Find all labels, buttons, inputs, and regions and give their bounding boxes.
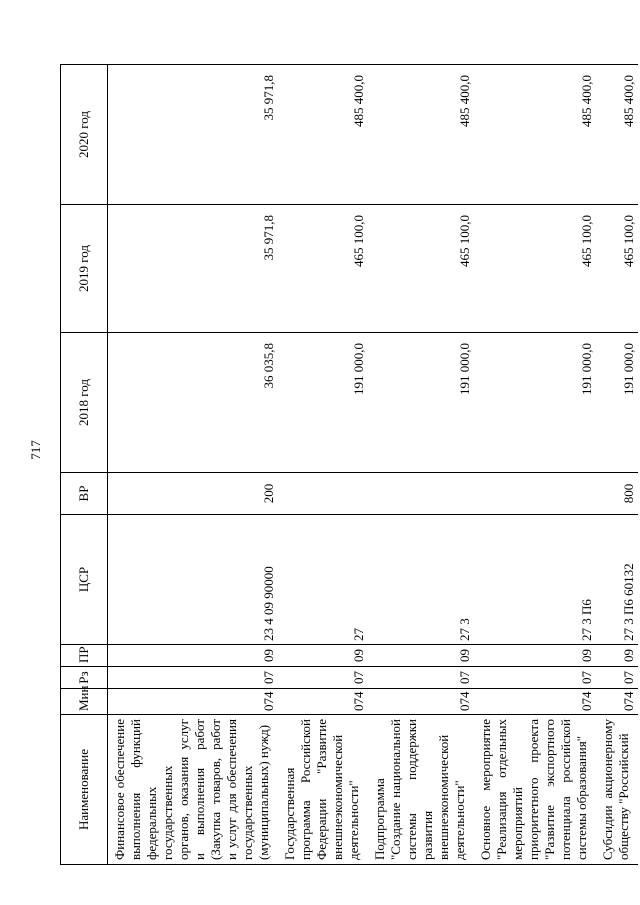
row-pr: 09 xyxy=(474,645,596,667)
row-vr xyxy=(474,473,596,515)
row-rz: 07 xyxy=(596,667,638,689)
row-name: Основное мероприятие "Реализация отдельных мероприятий приоритетного проекта "Развитие экспортного потенциала российской системы образования" xyxy=(474,715,596,865)
header-rz: Рз xyxy=(61,667,108,689)
row-min: 074 xyxy=(108,689,279,715)
row-2020: 485 400,0 xyxy=(278,65,368,205)
row-min: 074 xyxy=(474,689,596,715)
row-rz: 07 xyxy=(278,667,368,689)
header-2020: 2020 год xyxy=(61,65,108,205)
row-vr: 800 xyxy=(596,473,638,515)
row-rz: 07 xyxy=(368,667,474,689)
row-min: 074 xyxy=(278,689,368,715)
row-2019: 35 971,8 xyxy=(108,205,279,333)
table-row xyxy=(474,65,596,865)
row-rz: 07 xyxy=(108,667,279,689)
page-number: 717 xyxy=(28,440,43,460)
header-csr: ЦСР xyxy=(61,515,108,645)
row-2018: 191 000,0 xyxy=(278,333,368,473)
row-2018: 191 000,0 xyxy=(596,333,638,473)
header-name: Наименование xyxy=(61,715,108,865)
page-number-wrapper xyxy=(26,420,46,480)
row-2019: 465 100,0 xyxy=(596,205,638,333)
row-2019: 465 100,0 xyxy=(368,205,474,333)
header-min: Мин xyxy=(61,689,108,715)
row-rz: 07 xyxy=(474,667,596,689)
row-min: 074 xyxy=(596,689,638,715)
row-name: Финансовое обеспечение выполнения функций федеральных государственных органов, оказания услуг и выполнения работ (Закупка товаров, работ и услуг для обеспечения государственных (муниципальных) нужд) xyxy=(108,715,279,865)
row-csr: 27 xyxy=(278,515,368,645)
row-csr: 27 3 П6 xyxy=(474,515,596,645)
row-csr: 27 3 xyxy=(368,515,474,645)
table-row xyxy=(278,65,368,865)
header-2019: 2019 год xyxy=(61,205,108,333)
table-header-row xyxy=(61,65,108,865)
row-min: 074 xyxy=(368,689,474,715)
row-2018: 191 000,0 xyxy=(368,333,474,473)
row-2018: 191 000,0 xyxy=(474,333,596,473)
row-2019: 465 100,0 xyxy=(474,205,596,333)
row-csr: 27 3 П6 60132 xyxy=(596,515,638,645)
row-2020: 35 971,8 xyxy=(108,65,279,205)
row-name: Субсидии акционерному обществу "Российский xyxy=(596,715,638,865)
row-pr: 09 xyxy=(108,645,279,667)
table-row xyxy=(596,65,638,865)
row-2020: 485 400,0 xyxy=(368,65,474,205)
row-2020: 485 400,0 xyxy=(474,65,596,205)
row-vr: 200 xyxy=(108,473,279,515)
table-row xyxy=(368,65,474,865)
header-2018: 2018 год xyxy=(61,333,108,473)
row-2020: 485 400,0 xyxy=(596,65,638,205)
row-pr: 09 xyxy=(368,645,474,667)
row-pr: 09 xyxy=(596,645,638,667)
row-vr xyxy=(278,473,368,515)
row-name: Подпрограмма "Создание национальной системы поддержки развития внешнеэкономической деятельности" xyxy=(368,715,474,865)
row-vr xyxy=(368,473,474,515)
row-name: Государственная программа Российской Федерации "Развитие внешнеэкономической деятельности" xyxy=(278,715,368,865)
row-csr: 23 4 09 90000 xyxy=(108,515,279,645)
header-pr: ПР xyxy=(61,645,108,667)
rotated-table-container xyxy=(60,65,636,865)
budget-table xyxy=(60,64,638,865)
row-2019: 465 100,0 xyxy=(278,205,368,333)
row-pr: 09 xyxy=(278,645,368,667)
header-vr: ВР xyxy=(61,473,108,515)
row-2018: 36 035,8 xyxy=(108,333,279,473)
table-row xyxy=(108,65,279,865)
